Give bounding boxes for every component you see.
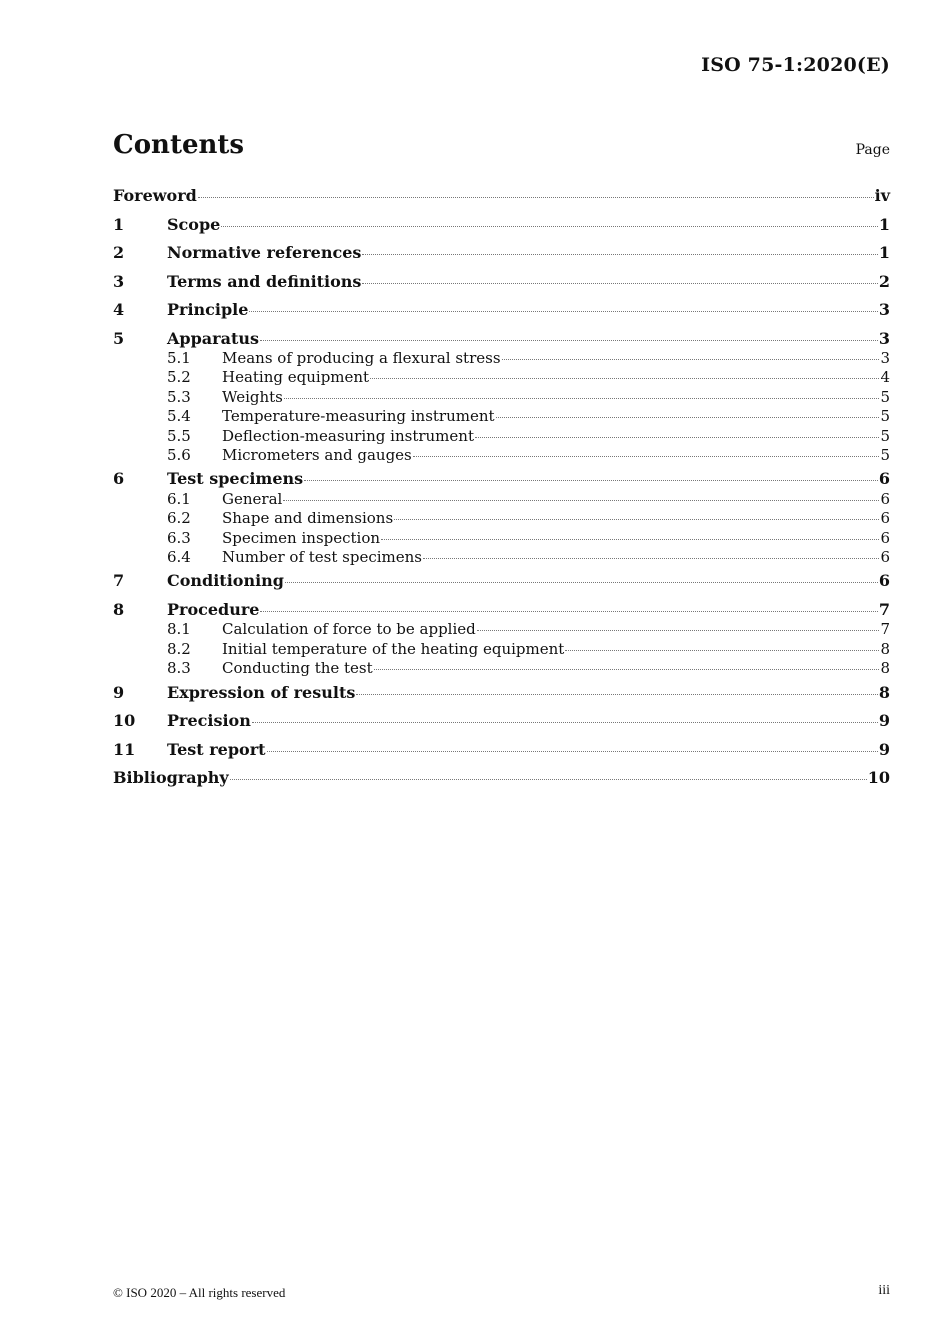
document-id: ISO 75-1:2020(E) <box>701 54 890 76</box>
toc-label: Normative references <box>167 243 362 262</box>
toc-number: 8.1 <box>167 620 191 639</box>
toc-number: 6 <box>113 469 125 489</box>
toc-number: 6.2 <box>167 509 191 528</box>
toc-label: Procedure <box>167 599 260 619</box>
toc-subentry[interactable] <box>113 368 890 387</box>
footer-copyright: © ISO 2020 – All rights reserved <box>113 1285 286 1300</box>
dot-leader <box>304 479 878 481</box>
dot-leader <box>221 225 878 227</box>
toc-number: 11 <box>113 739 136 759</box>
toc-number: 5.3 <box>167 387 191 406</box>
toc-subentry[interactable] <box>113 427 890 446</box>
dot-leader <box>260 339 878 341</box>
toc-page-number: 4 <box>880 368 890 387</box>
toc-subentry[interactable] <box>113 620 890 639</box>
toc-page-number: 5 <box>880 426 890 445</box>
dot-leader <box>423 557 879 559</box>
contents-title: Contents <box>113 130 245 160</box>
dot-leader <box>374 668 880 670</box>
toc-number: 6.3 <box>167 528 191 547</box>
dot-leader <box>370 377 879 379</box>
toc-subentry[interactable] <box>113 490 890 509</box>
toc-number: 5.4 <box>167 407 191 426</box>
toc-label: Micrometers and gauges <box>222 445 412 464</box>
toc-page-number: 3 <box>878 328 890 348</box>
toc-entry[interactable] <box>113 184 890 213</box>
toc-subentry[interactable] <box>113 659 890 678</box>
toc-page-number: 7 <box>878 599 890 619</box>
toc-label: Heating equipment <box>222 368 370 387</box>
toc-page-number: 5 <box>880 445 890 464</box>
toc-label: Temperature-measuring instrument <box>222 407 495 426</box>
toc-label: Precision <box>167 711 251 731</box>
toc-number: 9 <box>113 682 125 702</box>
toc-subentry[interactable] <box>113 388 890 407</box>
toc-label: Foreword <box>113 186 197 205</box>
toc-subentry[interactable] <box>113 640 890 659</box>
toc-label: General <box>222 489 283 508</box>
toc-subentry[interactable] <box>113 446 890 465</box>
toc-subentry[interactable] <box>113 529 890 548</box>
toc-entry[interactable] <box>113 709 890 738</box>
dot-leader <box>502 358 880 360</box>
toc-entry[interactable] <box>113 213 890 242</box>
toc-number: 6.1 <box>167 489 191 508</box>
dot-leader <box>252 721 878 723</box>
dot-leader <box>362 253 877 255</box>
toc-label: Scope <box>167 214 221 234</box>
toc-subentry[interactable] <box>113 509 890 528</box>
toc-label: Conducting the test <box>222 659 373 678</box>
toc-number: 5.2 <box>167 368 191 387</box>
toc-label: Weights <box>222 387 283 406</box>
toc-number: 8.2 <box>167 639 191 658</box>
toc-label: Means of producing a flexural stress <box>222 349 501 367</box>
toc-entry[interactable] <box>113 270 890 299</box>
toc-label: Number of test specimens <box>222 548 423 567</box>
toc-label: Test report <box>167 739 266 759</box>
toc-number: 5.6 <box>167 445 191 464</box>
dot-leader <box>496 416 880 418</box>
dot-leader <box>230 778 867 780</box>
toc-number: 10 <box>113 711 136 731</box>
toc-label: Conditioning <box>167 571 284 591</box>
dot-leader <box>283 499 879 501</box>
toc-page-number: 9 <box>878 739 890 759</box>
toc-page-number: 8 <box>880 639 890 658</box>
toc-page-number: 3 <box>878 300 890 319</box>
toc-page-number: 6 <box>878 469 890 489</box>
footer-page-number: iii <box>878 1283 890 1298</box>
toc-page-number: 6 <box>880 489 890 508</box>
toc-number: 5 <box>113 328 125 348</box>
toc-number: 1 <box>113 214 125 234</box>
dot-leader <box>198 196 874 198</box>
toc-label: Bibliography <box>113 768 229 788</box>
toc-page-number: 6 <box>880 528 890 547</box>
toc-subentry[interactable] <box>113 349 890 368</box>
toc-label: Shape and dimensions <box>222 509 394 528</box>
toc-entry[interactable] <box>113 681 890 710</box>
toc-entry[interactable] <box>113 569 890 598</box>
toc-label: Apparatus <box>167 328 259 348</box>
toc-number: 4 <box>113 300 125 319</box>
dot-leader <box>394 518 879 520</box>
toc-page-number: 3 <box>880 349 890 367</box>
toc-label: Initial temperature of the heating equipment <box>222 639 565 658</box>
toc-label: Terms and definitions <box>167 271 362 291</box>
toc-number: 2 <box>113 243 125 262</box>
toc-label: Specimen inspection <box>222 528 381 547</box>
toc-number: 5.5 <box>167 426 191 445</box>
toc-page-number: 1 <box>878 214 890 234</box>
dot-leader <box>413 455 880 457</box>
toc-page-number: 5 <box>880 407 890 426</box>
toc-number: 3 <box>113 271 125 291</box>
toc-number: 6.4 <box>167 548 191 567</box>
dot-leader <box>356 693 878 695</box>
dot-leader <box>477 629 880 631</box>
dot-leader <box>362 282 877 284</box>
dot-leader <box>284 397 880 399</box>
toc-label: Principle <box>167 300 249 319</box>
dot-leader <box>285 581 878 583</box>
page-column-label: Page <box>855 142 890 158</box>
table-of-contents <box>113 184 890 795</box>
toc-entry[interactable] <box>113 241 890 270</box>
toc-number: 8.3 <box>167 659 191 678</box>
toc-entry[interactable] <box>113 298 890 327</box>
toc-label: Calculation of force to be applied <box>222 620 476 639</box>
toc-page-number: iv <box>874 186 890 205</box>
toc-page-number: 2 <box>878 271 890 291</box>
toc-label: Deflection-measuring instrument <box>222 426 474 445</box>
toc-number: 7 <box>113 571 125 591</box>
toc-label: Expression of results <box>167 682 356 702</box>
toc-page-number: 7 <box>880 620 890 639</box>
toc-subentry[interactable] <box>113 548 890 567</box>
toc-label: Test specimens <box>167 469 304 489</box>
dot-leader <box>267 750 878 752</box>
toc-subentry[interactable] <box>113 407 890 426</box>
dot-leader <box>565 649 879 651</box>
dot-leader <box>381 538 879 540</box>
toc-page-number: 10 <box>867 768 890 788</box>
dot-leader <box>249 310 877 312</box>
toc-page-number: 5 <box>880 387 890 406</box>
dot-leader <box>475 436 879 438</box>
dot-leader <box>260 610 877 612</box>
toc-entry[interactable] <box>113 738 890 767</box>
toc-page-number: 6 <box>880 509 890 528</box>
toc-number: 5.1 <box>167 349 191 367</box>
toc-entry[interactable] <box>113 766 890 795</box>
toc-page-number: 8 <box>878 682 890 702</box>
toc-page-number: 8 <box>880 659 890 678</box>
toc-number: 8 <box>113 599 125 619</box>
toc-page-number: 6 <box>878 571 890 591</box>
toc-page-number: 6 <box>880 548 890 567</box>
toc-page-number: 1 <box>878 243 890 262</box>
toc-page-number: 9 <box>878 711 890 731</box>
